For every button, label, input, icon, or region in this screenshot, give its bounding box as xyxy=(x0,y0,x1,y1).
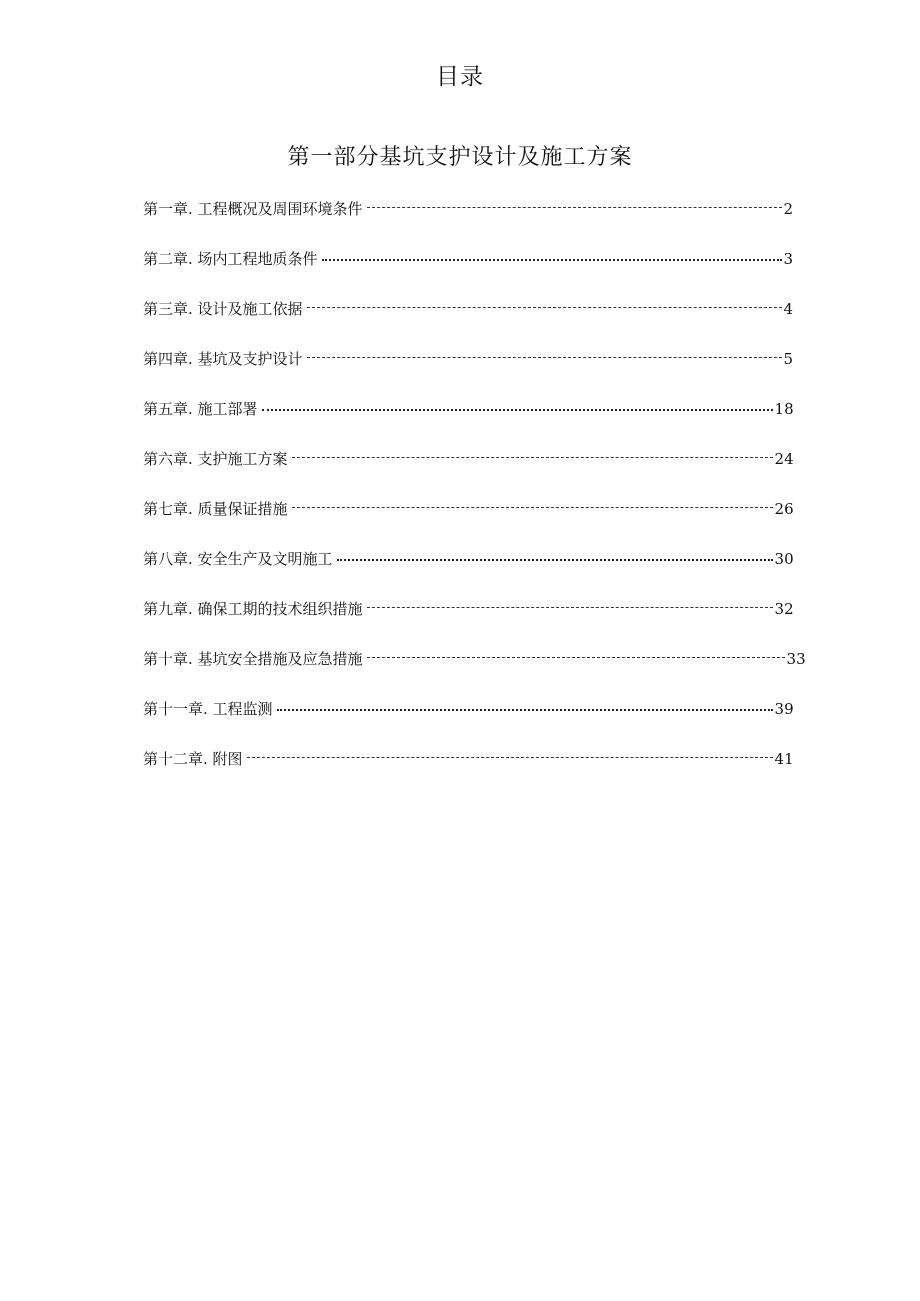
toc-entry-leader xyxy=(322,259,782,262)
toc-entry-leader xyxy=(262,409,773,412)
toc-entry-page-number: 18 xyxy=(774,400,794,418)
toc-entry-page-number: 5 xyxy=(783,350,794,368)
toc-row xyxy=(143,448,794,469)
toc-entry-label: 第九章. 确保工期的技术组织措施 xyxy=(143,600,363,618)
toc-entry[interactable] xyxy=(143,546,823,596)
toc-entry-leader xyxy=(292,457,773,459)
toc-entry[interactable] xyxy=(143,746,823,796)
toc-entry-label: 第十一章. 工程监测 xyxy=(143,700,273,718)
toc-entry-label: 第七章. 质量保证措施 xyxy=(143,500,288,518)
toc-entry-page-number: 33 xyxy=(786,650,806,668)
toc-row xyxy=(143,748,794,769)
toc-entry[interactable] xyxy=(143,196,823,246)
toc-entry-leader xyxy=(307,307,782,309)
part-title: 第一部分基坑支护设计及施工方案 xyxy=(287,145,633,170)
toc-entry-leader xyxy=(277,709,773,712)
page-title: 目录 xyxy=(436,64,484,90)
toc-entry[interactable] xyxy=(143,696,823,746)
toc-row xyxy=(143,198,793,219)
toc-entry-page-number: 30 xyxy=(774,550,794,568)
toc-row xyxy=(143,248,793,269)
toc-entry[interactable] xyxy=(143,596,823,646)
toc-row xyxy=(143,598,794,619)
toc-row xyxy=(143,648,806,669)
toc-row xyxy=(143,398,794,419)
toc-row xyxy=(143,698,794,719)
toc-entry-leader xyxy=(367,657,785,659)
toc-entry-leader xyxy=(367,207,782,209)
toc-entry-label: 第十二章. 附图 xyxy=(143,750,243,768)
toc-entry[interactable] xyxy=(143,496,823,546)
toc-entry-label: 第三章. 设计及施工依据 xyxy=(143,300,303,318)
toc-entry-page-number: 24 xyxy=(774,450,794,468)
toc-entry-page-number: 26 xyxy=(774,500,794,518)
toc-entry-leader xyxy=(292,507,773,509)
toc-entry-label: 第十章. 基坑安全措施及应急措施 xyxy=(143,650,363,668)
toc-entry-page-number: 32 xyxy=(774,600,794,618)
toc-entry[interactable] xyxy=(143,346,823,396)
toc-entry-page-number: 4 xyxy=(783,300,794,318)
toc-entry-page-number: 39 xyxy=(774,700,794,718)
toc-entry-leader xyxy=(247,757,773,759)
toc-row xyxy=(143,498,794,519)
toc-entry[interactable] xyxy=(143,296,823,346)
toc-entry-label: 第二章. 场内工程地质条件 xyxy=(143,250,318,268)
toc-entry-label: 第六章. 支护施工方案 xyxy=(143,450,288,468)
toc-entry-page-number: 3 xyxy=(783,250,794,268)
toc-entry-leader xyxy=(337,559,773,562)
toc-entry-label: 第一章. 工程概况及周围环境条件 xyxy=(143,200,363,218)
toc-entry-leader xyxy=(367,607,773,609)
toc-row xyxy=(143,548,794,569)
toc-row xyxy=(143,348,793,369)
toc-entry[interactable] xyxy=(143,246,823,296)
toc-entry-label: 第五章. 施工部署 xyxy=(143,400,258,418)
toc-entry-label: 第四章. 基坑及支护设计 xyxy=(143,350,303,368)
toc-entry-leader xyxy=(307,357,782,359)
toc-entry-label: 第八章. 安全生产及文明施工 xyxy=(143,550,333,568)
toc-entry[interactable] xyxy=(143,646,823,696)
toc-row xyxy=(143,298,793,319)
toc-entry-page-number: 41 xyxy=(774,750,794,768)
table-of-contents xyxy=(143,196,823,796)
toc-entry[interactable] xyxy=(143,446,823,496)
toc-entry-page-number: 2 xyxy=(783,200,794,218)
toc-entry[interactable] xyxy=(143,396,823,446)
